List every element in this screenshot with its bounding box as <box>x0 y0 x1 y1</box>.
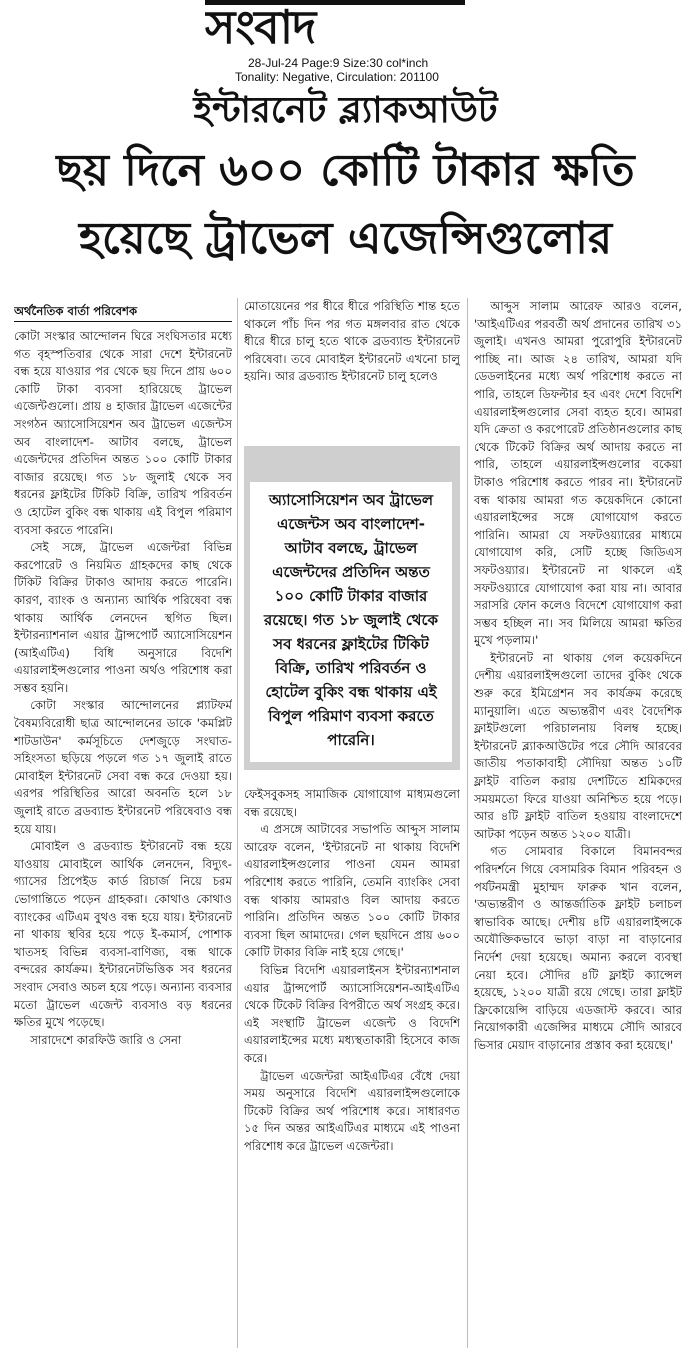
article-column-2 <box>244 298 460 1356</box>
byline: অর্থনৈতিক বার্তা পরিবেশক <box>14 302 232 322</box>
paragraph: ট্রাভেল এজেন্টরা আইএটিএর বেঁধে দেয়া সময় অনুসারে বিদেশি এয়ারলাইন্সগুলোকে টিকেট বিক্রির অর্থ পরিশোধ করে। সাধারণত ১৫ দিন অন্তর আইএটিএর মাধ্যমে এই পাওনা পরিশোধ করে ট্রাভেল এজেন্টরা। <box>244 1068 460 1153</box>
paragraph: ইন্টারনেট না থাকায় গেল কয়েকদিনে দেশীয় এয়ারলাইন্সগুলো তাদের বুকিং থেকে শুরু করে ইমিগ্রেশন সব কার্যক্রম করেছে ম্যানুয়ালি। এতে অভ্যন্তরীণ এবং বৈদেশিক ফ্লাইটগুলো পরিচালনায় বিলম্ব হচ্ছে। ইন্টারনেট ব্ল্যাকআউটের পরে সৌদি আরবের জাতীয় পতাকাবাহী সৌদিয়া অন্তত ১০টি ফ্লাইট বাতিল করায় দেশটিতে শ্রমিকদের সময়মতো ফিরে যাওয়া অনিশ্চিত হয়ে পড়ে। আর ৪টি ফ্লাইট বাতিল হওয়ায় বাংলাদেশে আটকা পড়েন অন্তত ১২০০ যাত্রী। <box>474 650 682 841</box>
paragraph: এ প্রসঙ্গে আটাবের সভাপতি আব্দুস সালাম আরেফ বলেন, 'ইন্টারনেট না থাকায় বিদেশি এয়ারলাইন্সগুলোর পাওনা যেমন আমরা পরিশোধ করতে পারিনি, তেমনি ব্যাংকিং সেবা বন্ধ থাকায় আমরাও বিল আদায় করতে পারিনি। প্রতিদিন অন্তত ১০০ কোটি টাকার ব্যবসা ছিল আমাদের। গেল ছয়দিনে প্রায় ৬০০ কোটি টাকার বিক্রি নাই হয়ে গেছে।' <box>244 822 460 960</box>
column-2-top <box>244 298 460 430</box>
pull-quote-box <box>244 446 460 770</box>
paragraph: ফেইসবুকসহ সামাজিক যোগাযোগ মাধ্যমগুলো বন্ধ রয়েছে। <box>244 787 460 819</box>
paragraph: সারাদেশে কারফিউ জারি ও সেনা <box>30 1032 182 1047</box>
article-kicker: ইন্টারনেট ব্ল্যাকআউট <box>193 90 498 131</box>
paragraph: গত সোমবার বিকালে বিমানবন্দর পরিদর্শনে গিয়ে বেসামরিক বিমান পরিবহন ও পর্যটনমন্ত্রী মুহাম্মদ ফারুক খান বলেন, 'অভ্যন্তরীণ ও আন্তর্জাতিক ফ্লাইট চলাচল স্বাভাবিক আছে। দেশীয় ৪টি এয়ারলাইন্সকে অযৌক্তিকভাবে ভাড়া বাড়া না বাড়ানোর নির্দেশ দেয়া হয়েছে। অমান্য করলে ব্যবস্থা নেয়া হবে। সৌদির ৪টি ফ্লাইট ক্যান্সেল হয়েছে, ১২০০ যাত্রী রয়ে গেছে। তারা ফ্লাইট ফ্রিকোয়েন্সি বাড়িয়ে এডজাস্ট করবে। আর নিয়োগকারী এজেন্সির মাধ্যমে সৌদি আরবে ভিসার মেয়াদ বাড়ানোর প্রস্তাব করা হয়েছে।' <box>474 844 682 1052</box>
paragraph: মোবাইল ও ব্রডব্যান্ড ইন্টারনেট বন্ধ হয়ে যাওয়ায় মোবাইলে আর্থিক লেনদেন, বিদ্যুৎ-গ্যাসের প্রিপেইড কার্ড রিচার্জ নিয়ে চরম ভোগান্তিতে পড়েন গ্রাহকরা। কোথাও কোথাও ব্যাংকের এটিএম বুথও বন্ধ হয়ে যায়। ইন্টারনেট না থাকায় স্থবির হয়ে পড়ে ই-কমার্স, পোশাক খাতসহ বিভিন্ন ব্যবসা-বাণিজ্য, বন্ধ থাকে বন্দরের কার্যক্রম। ইন্টারনেটভিত্তিক সব ধরনের সংবাদ সেবাও অচল হয়ে পড়ে। অন্যান্য ব্যবসার মতো ট্রাভেল এজেন্ট ব্যবসাও বড় ধরনের ক্ষতির মুখে পড়েছে। <box>14 839 232 1030</box>
paragraph: কোটা সংস্কার আন্দোলন ঘিরে সংঘিসতার মধ্যে গত বৃহস্পতিবার থেকে সারা দেশে ইন্টারনেট বন্ধ হয়ে যাওয়ার পর থেকে ছয় দিনে প্রায় ৬০০ কোটি টাকা ব্যবসা হারিয়েছে ট্রাভেল এজেন্টগুলো। প্রায় ৪ হাজার ট্রাভেল এজেন্টের সংগঠন অ্যাসোসিয়েশন অব ট্রাভেল এজেন্টস অব বাংলাদেশ- আটাব বলছে, ট্রাভেল এজেন্টদের প্রতিদিন অন্তত ১০০ কোটি টাকার বাজার রয়েছে। গত ১৮ জুলাই থেকে সব ধরনের ফ্লাইটের টিকিট বিক্রি, তারিখ পরিবর্তন ও হোটেল বুকিং বন্ধ থাকায় এই বিপুল পরিমাণ ব্যবসা করতে পারেনি। <box>14 329 232 537</box>
article-column-3 <box>474 298 682 1356</box>
article-column-1 <box>14 298 232 1356</box>
column-2-bottom <box>244 786 460 1155</box>
pull-quote-text: অ্যাসোসিয়েশন অব ট্রাভেল এজেন্টস অব বাংলাদেশ- আটাব বলছে, ট্রাভেল এজেন্টদের প্রতিদিন অন্তত ১০০ কোটি টাকার বাজার রয়েছে। গত ১৮ জুলাই থেকে সব ধরনের ফ্লাইটের টিকিট বিক্রি, তারিখ পরিবর্তন ও হোটেল বুকিং বন্ধ থাকায় এই বিপুল পরিমাণ ব্যবসা করতে পারেনি। <box>250 482 452 762</box>
column-rule-2 <box>467 298 468 1348</box>
headline-line-1: ছয় দিনে ৬০০ কোটি টাকার ক্ষতি <box>56 145 635 196</box>
newspaper-masthead: সংবাদ <box>205 0 465 54</box>
column-rule-1 <box>237 298 238 1348</box>
paragraph: আব্দুস সালাম আরেফ আরও বলেন, 'আইএটিএর পরবর্তী অর্থ প্রদানের তারিখ ৩১ জুলাই। এখনও আমরা পুরোপুরি ইন্টারনেট পাচ্ছি না। আজ ২৪ তারিখ, আমরা যদি ডেডলাইনের মধ্যে অর্থ পরিশোধ করতে না পারি, তাহলে ডিফল্টার হব এবং দেশে বিদেশি এয়ারলাইন্সগুলোর সেবা ব্যহত হবে। আমরা যদি ক্রেতা ও করপোরেট প্রতিষ্ঠানগুলোর কাছ থেকে টিকেট বিক্রির অর্থ আদায় করতে না পারি, তাহলে এয়ারলাইন্সগুলোর বকেয়া টাকাও পরিশোধ করতে পারব না। ইন্টারনেট বন্ধ থাকায় আমরা গত কয়েকদিনে কোনো এয়ারলাইন্সের সঙ্গে যোগাযোগ করতে পারিনি। আমরা যে সফটওয়্যারের মাধ্যমে যোগাযোগ করি, সেটি হচ্ছে জিডিএস সফটওয়্যার। ইন্টারনেট না থাকলে এই সফটওয়্যারে যোগাযোগ করা যায় না। আবার সরাসরি ফোন কলেও বিদেশে যোগাযোগ করা সম্ভব হচ্ছিল না। সব মিলিয়ে আমরা ক্ষতির মুখে পড়লাম।' <box>474 299 682 648</box>
paragraph: বিভিন্ন বিদেশি এয়ারলাইনস ইন্টারন্যাশনাল এয়ার ট্রান্সপোর্ট অ্যাসোসিয়েশন-আইএটিএ থেকে টিকেট বিক্রির বিপরীতে অর্থ সংগ্রহ করে। এই সংস্থাটি ট্রাভেল এজেন্ট ও বিদেশি এয়ারলাইন্সের মধ্যে মধ্যস্থতাকারী হিসেবে কাজ করে। <box>244 962 460 1065</box>
paragraph: মোতায়েনের পর ধীরে ধীরে পরিস্থিতি শান্ত হতে থাকলে পাঁচ দিন পর গত মঙ্গলবার রাত থেকে ধীরে ধীরে চালু হতে থাকে ব্রডব্যান্ড ইন্টারনেট পরিষেবা। তবে মোবাইল ইন্টারনেট এখনো চালু হয়নি। আর ব্রডব্যান্ড ইন্টারনেট চালু হলেও <box>244 299 460 384</box>
paragraph: কোটা সংস্কার আন্দোলনের প্ল্যাটফর্ম বৈষম্যবিরোধী ছাত্র আন্দোলনের ডাকে 'কমপ্লিট শাটডাউন' কর্মসূচিতে দেশজুড়ে সংঘাত-সহিংসতা ছড়িয়ে পড়লে গত ১৭ জুলাই রাতে মোবাইল ইন্টারনেট সেবা বন্ধ করে দেওয়া হয়। এরপর পরিস্থিতির আরো অবনতি হলে ১৮ জুলাই রাতে ব্রডব্যান্ড ইন্টারনেট পরিষেবাও বন্ধ হয়ে যায়। <box>14 698 232 836</box>
clipping-meta-line1: 28-Jul-24 Page:9 Size:30 col*inch <box>248 56 429 70</box>
paragraph: সেই সঙ্গে, ট্রাভেল এজেন্টরা বিভিন্ন করপোরেট ও নিয়মিত গ্রাহকদের কাছ থেকে টিকিট বিক্রির টাকাও আদায় করতে পারেনি। কারণ, ব্যাংক ও অন্যান্য আর্থিক পরিষেবা বন্ধ থাকায় আর্থিক লেনদেন স্থগিত ছিল। ইন্টারন্যাশনাল এয়ার ট্রান্সপোর্ট অ্যাসোসিয়েশন (আইএটিএ) বিধি অনুসারে বিদেশি এয়ারলাইন্সগুলোর পাওনা অর্থও পরিশোধ করা সম্ভব হয়নি। <box>14 540 232 695</box>
clipping-meta-line2: Tonality: Negative, Circulation: 201100 <box>235 70 439 84</box>
headline-line-2: হয়েছে ট্রাভেল এজেন্সিগুলোর <box>78 213 613 264</box>
